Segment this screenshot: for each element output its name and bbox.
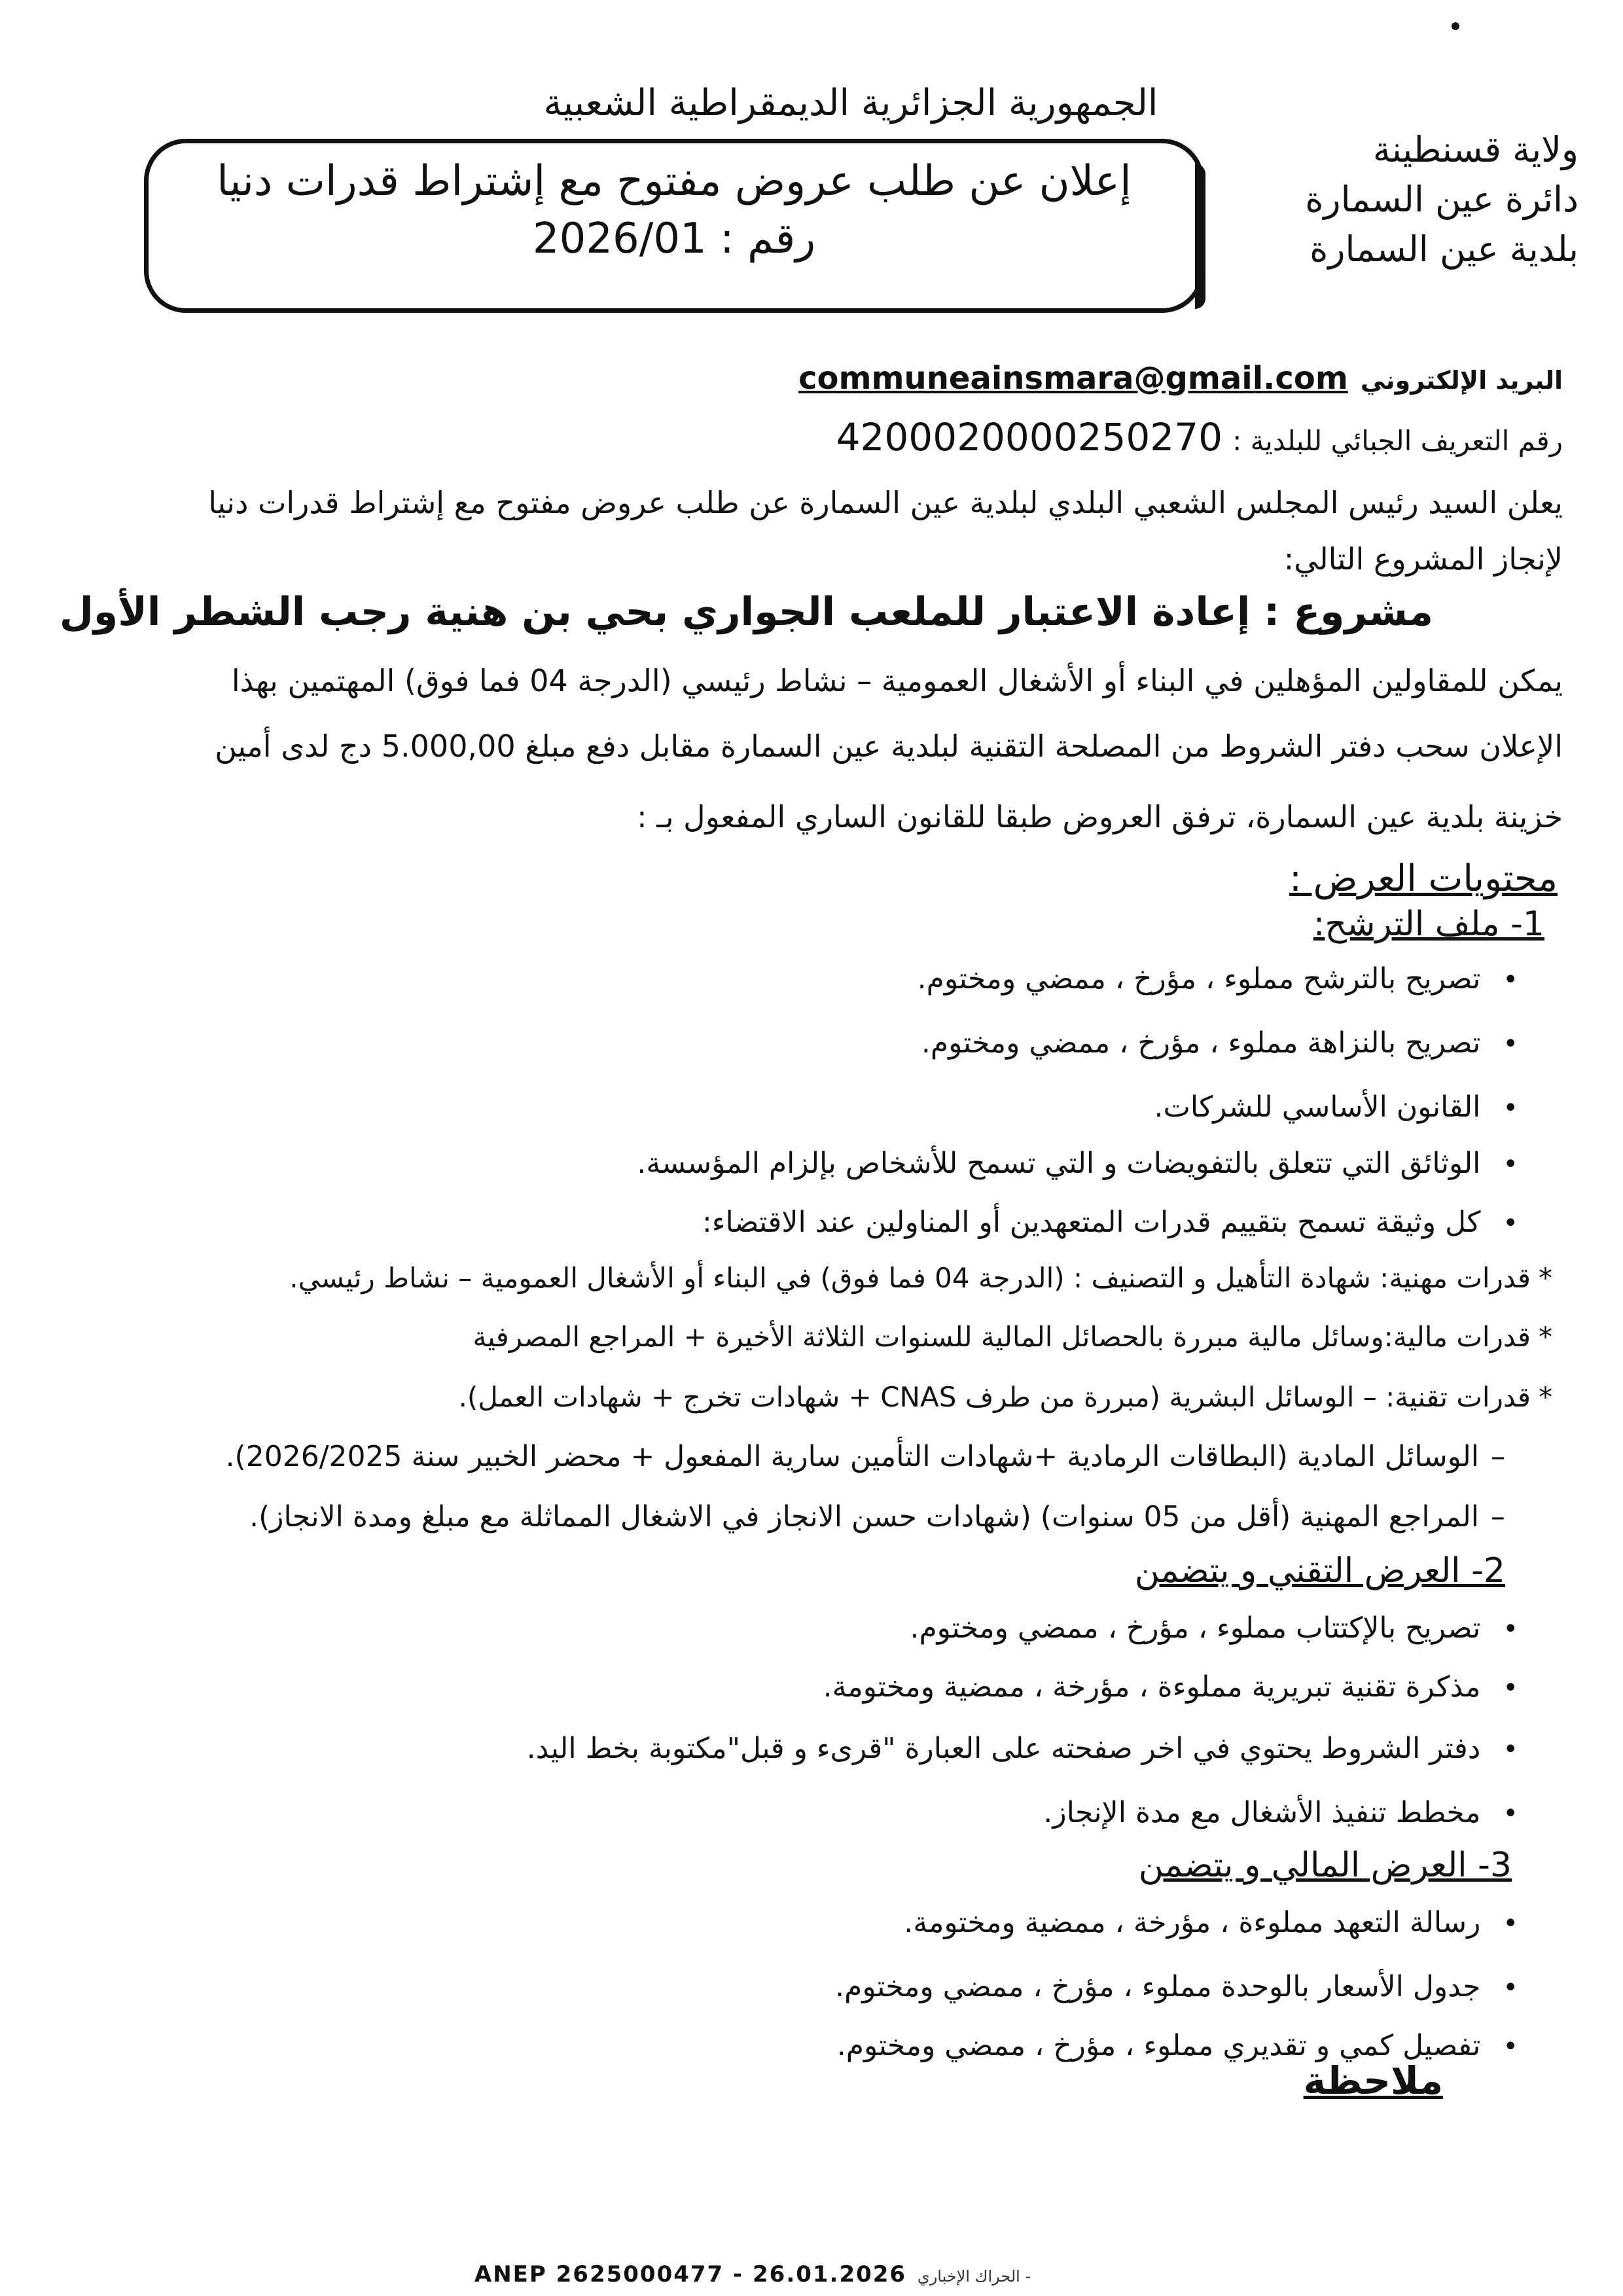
project-title: مشروع : إعادة الاعتبار للملعب الجواري بحي بن هنية رجب الشطر الأول <box>59 589 1433 635</box>
nif-value: 4200020000250270 <box>836 415 1223 459</box>
scan-dot-mark <box>1452 22 1459 30</box>
conditions-line-2: الإعلان سحب دفتر الشروط من المصلحة التقنية لبلدية عين السمارة مقابل دفع مبلغ 5.000,00 دج لدى أمين <box>215 728 1563 764</box>
nif-row <box>58 415 1563 459</box>
daira-line: دائرة عين السمارة <box>1305 179 1578 220</box>
footer-newspaper: - الحراك الإخباري <box>917 2267 1031 2286</box>
conditions-line-1: يمكن للمقاولين المؤهلين في البناء أو الأشغال العمومية – نشاط رئيسي (الدرجة 04 فما فوق) المهتمين بهذا <box>231 663 1563 698</box>
list-item: • تصريح بالنزاهة مملوء ، مؤرخ ، ممضي ومختوم. <box>79 1026 1518 1060</box>
intro-line-1: يعلن السيد رئيس المجلس الشعبي البلدي لبلدية عين السمارة عن طلب عروض مفتوح مع إشتراط قدرات دنيا <box>208 485 1563 520</box>
list-item: • دفتر الشروط يحتوي في اخر صفحته على العبارة "قرىء و قبل"مكتوبة بخط اليد. <box>79 1732 1518 1765</box>
capacity-financial: * قدرات مالية:وسائل مالية مبررة بالحصائل المالية للسنوات الثلاثة الأخيرة + المراجع المصرفية <box>60 1321 1552 1353</box>
email-link[interactable]: communeainsmara@gmail.com <box>798 360 1348 397</box>
commune-line: بلدية عين السمارة <box>1310 228 1578 270</box>
list-item: • تصريح بالترشح مملوء ، مؤرخ ، ممضي ومختوم. <box>79 962 1518 996</box>
email-row <box>58 360 1563 397</box>
list-item: • جدول الأسعار بالوحدة مملوء ، مؤرخ ، ممضي ومختوم. <box>79 1970 1518 2003</box>
capacity-professional: * قدرات مهنية: شهادة التأهيل و التصنيف : (الدرجة 04 فما فوق) في البناء أو الأشغال العمومية – نشاط رئيسي. <box>60 1262 1552 1294</box>
list-item: • مخطط تنفيذ الأشغال مع مدة الإنجاز. <box>79 1796 1518 1829</box>
list-item: • القانون الأساسي للشركات. <box>79 1090 1518 1124</box>
intro-line-2: لإنجاز المشروع التالي: <box>1283 541 1563 577</box>
section2-title: 2- العرض التقني و يتضمن <box>1134 1551 1505 1590</box>
wilaya-line: ولاية قسنطينة <box>1372 129 1578 170</box>
list-item: • كل وثيقة تسمح بتقييم قدرات المتعهدين أو المناولين عند الاقتضاء: <box>79 1206 1518 1239</box>
list-item: • رسالة التعهد مملوءة ، مؤرخة ، ممضية ومختومة. <box>79 1906 1518 1939</box>
capacity-technical: * قدرات تقنية: – الوسائل البشرية (مبررة من طرف CNAS + شهادات تخرج + شهادات العمل). <box>60 1381 1552 1413</box>
footer-reference: ANEP 2625000477 - 26.01.2026 <box>474 2261 907 2287</box>
footer <box>327 2261 1178 2287</box>
list-item: • الوثائق التي تتعلق بالتفويضات و التي تسمح للأشخاص بإلزام المؤسسة. <box>79 1147 1518 1180</box>
email-label: البريد الإلكتروني <box>1360 366 1563 395</box>
conditions-line-3: خزينة بلدية عين السمارة، ترفق العروض طبقا للقانون الساري المفعول بـ : <box>637 799 1563 834</box>
republic-header: الجمهورية الجزائرية الديمقراطية الشعبية <box>543 82 1158 124</box>
note-title: ملاحظة <box>1303 2058 1443 2103</box>
list-item: • تفصيل كمي و تقديري مملوء ، مؤرخ ، ممضي ومختوم. <box>79 2029 1518 2062</box>
section3-title: 3- العرض المالي و يتضمن <box>1138 1846 1512 1885</box>
section1-title: 1- ملف الترشح: <box>1313 905 1544 944</box>
list-item: • مذكرة تقنية تبريرية مملوءة ، مؤرخة ، ممضية ومختومة. <box>79 1670 1518 1704</box>
technical-material-means: – الوسائل المادية (البطاقات الرمادية +شهادات التأمين سارية المفعول + محضر الخبير سنة 2026/2025). <box>65 1440 1505 1473</box>
list-item: • تصريح بالإكتتاب مملوء ، مؤرخ ، ممضي ومختوم. <box>79 1611 1518 1645</box>
announcement-title: إعلان عن طلب عروض مفتوح مع إشتراط قدرات دنيا <box>217 157 1132 206</box>
nif-label: رقم التعريف الجبائي للبلدية : <box>1232 425 1563 457</box>
contents-title: محتويات العرض : <box>1289 857 1558 900</box>
announcement-number: رقم : 2026/01 <box>532 215 816 263</box>
technical-references: – المراجع المهنية (أقل من 05 سنوات) (شهادات حسن الانجاز في الاشغال المماثلة مع مبلغ ومدة الانجاز). <box>65 1500 1505 1534</box>
